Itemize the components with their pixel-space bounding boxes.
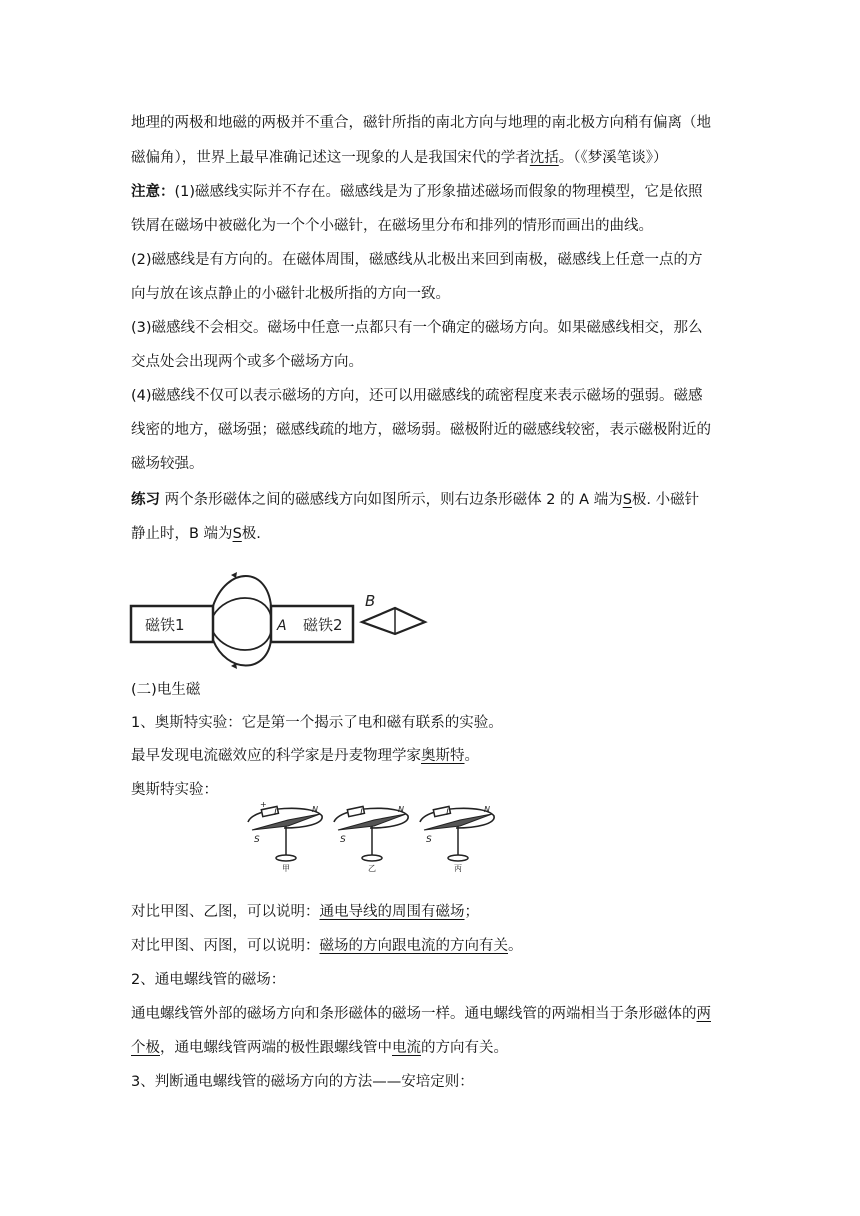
- text-line: [131, 970, 285, 990]
- plus-sign: +: [260, 800, 267, 809]
- answer-blank: 奥斯特: [421, 748, 465, 764]
- text-run: 的方向有关。: [421, 1040, 508, 1056]
- magnet-2-label: 磁铁2: [303, 616, 343, 634]
- answer-blank: 通电导线的周围有磁场: [319, 904, 465, 920]
- answer-blank: 两: [696, 1006, 711, 1022]
- oersted-panel: [420, 805, 494, 872]
- north-label: N: [484, 805, 490, 814]
- text-line: [131, 386, 703, 406]
- text-line: [131, 182, 703, 202]
- text-run: 奥斯特实验：: [131, 782, 218, 798]
- text-run: 。: [508, 938, 523, 954]
- panel-caption: 丙: [454, 864, 462, 872]
- text-run: 2、通电螺线管的磁场：: [131, 972, 286, 988]
- magnet-1-label: 磁铁1: [145, 616, 185, 634]
- text-run: 向与放在该点静止的小磁针北极所指的方向一致。: [131, 286, 450, 302]
- text-line: [131, 318, 703, 338]
- bold-label: 练习: [131, 492, 160, 508]
- label-a: A: [277, 618, 287, 634]
- oersted-panel: [334, 805, 408, 872]
- current-label: I: [360, 808, 363, 818]
- text-line: [131, 1004, 711, 1024]
- answer-blank: 个极: [131, 1040, 160, 1056]
- current-label: I: [446, 808, 449, 818]
- bar-magnets-figure: [127, 570, 432, 670]
- text-line: [131, 680, 200, 700]
- text-run: 最早发现电流磁效应的科学家是丹麦物理学家: [131, 748, 421, 764]
- text-line: [131, 113, 711, 133]
- text-run: (3)磁感线不会相交。磁场中任意一点都只有一个确定的磁场方向。如果磁感线相交，那么: [131, 320, 703, 336]
- answer-blank: 磁场的方向跟电流的方向有关: [319, 938, 508, 954]
- text-run: 3、判断通电螺线管的磁场方向的方法——安培定则：: [131, 1074, 474, 1090]
- north-label: N: [312, 805, 318, 814]
- compass-needle: [362, 608, 425, 634]
- text-run: 。（《梦溪笔谈》）: [558, 150, 668, 166]
- text-run: 静止时，B 端为: [131, 526, 233, 542]
- text-line: [131, 454, 204, 474]
- answer-blank: 沈括: [529, 150, 559, 166]
- text-run: (1)磁感线实际并不存在。磁感线是为了形象描述磁场而假象的物理模型，它是依照: [174, 184, 703, 200]
- text-run: 对比甲图、丙图，可以说明：: [131, 938, 320, 954]
- text-run: ；: [464, 904, 479, 920]
- answer-blank: 电流: [392, 1040, 421, 1056]
- text-run: 极.: [241, 526, 261, 542]
- text-line: [131, 420, 711, 440]
- label-b: B: [365, 592, 376, 610]
- text-run: 地理的两极和地磁的两极并不重合，磁针所指的南北方向与地理的南北极方向稍有偏离（地: [131, 115, 711, 131]
- panel-caption: 甲: [282, 864, 290, 872]
- text-line: [131, 490, 699, 510]
- text-line: [131, 713, 503, 733]
- north-label: N: [398, 805, 404, 814]
- text-line: [131, 1072, 474, 1092]
- text-run: (4)磁感线不仅可以表示磁场的方向，还可以用磁感线的疏密程度来表示磁场的强弱。磁感: [131, 388, 703, 404]
- text-run: (二)电生磁: [131, 682, 201, 698]
- text-line: [131, 780, 218, 800]
- oersted-figure: [244, 800, 498, 872]
- text-run: 通电螺线管外部的磁场方向和条形磁体的磁场一样。通电螺线管的两端相当于条形磁体的: [131, 1006, 697, 1022]
- text-run: 极. 小磁针: [631, 492, 700, 508]
- text-run: 磁场较强。: [131, 456, 204, 472]
- text-line: [131, 524, 261, 544]
- text-run: 铁屑在磁场中被磁化为一个个小磁针，在磁场里分布和排列的情形而画出的曲线。: [131, 218, 653, 234]
- text-run: (2)磁感线是有方向的。在磁体周围，磁感线从北极出来回到南极，磁感线上任意一点的方: [131, 252, 703, 268]
- text-line: [131, 1038, 508, 1058]
- current-label: I: [274, 808, 277, 818]
- text-line: [131, 902, 479, 922]
- text-line: [131, 284, 450, 304]
- text-run: 线密的地方，磁场强；磁感线疏的地方，磁场弱。磁极附近的磁感线较密，表示磁极附近的: [131, 422, 711, 438]
- bold-label: 注意：: [131, 184, 175, 200]
- field-line-top-inner: [213, 598, 271, 616]
- text-line: [131, 746, 479, 766]
- south-label: S: [254, 835, 260, 845]
- field-line-top-outer: [213, 576, 271, 606]
- text-line: [131, 216, 653, 236]
- text-line: [131, 250, 703, 270]
- field-line-bottom-inner: [213, 632, 271, 650]
- oersted-panel: [248, 800, 322, 872]
- text-run: 对比甲图、乙图，可以说明：: [131, 904, 320, 920]
- text-line: [131, 352, 363, 372]
- answer-blank: S: [232, 526, 242, 542]
- panel-caption: 乙: [368, 864, 376, 872]
- text-run: 磁偏角），世界上最早准确记述这一现象的人是我国宋代的学者: [131, 150, 530, 166]
- south-label: S: [340, 835, 346, 845]
- text-run: 两个条形磁体之间的磁感线方向如图所示，则右边条形磁体 2 的 A 端为: [160, 492, 623, 508]
- text-run: 1、奥斯特实验：它是第一个揭示了电和磁有联系的实验。: [131, 715, 503, 731]
- text-run: ，通电螺线管两端的极性跟螺线管中: [160, 1040, 392, 1056]
- answer-blank: S: [622, 492, 632, 508]
- text-run: 交点处会出现两个或多个磁场方向。: [131, 354, 363, 370]
- text-line: [131, 936, 523, 956]
- text-line: [131, 148, 668, 168]
- text-run: 。: [464, 748, 479, 764]
- south-label: S: [426, 835, 432, 845]
